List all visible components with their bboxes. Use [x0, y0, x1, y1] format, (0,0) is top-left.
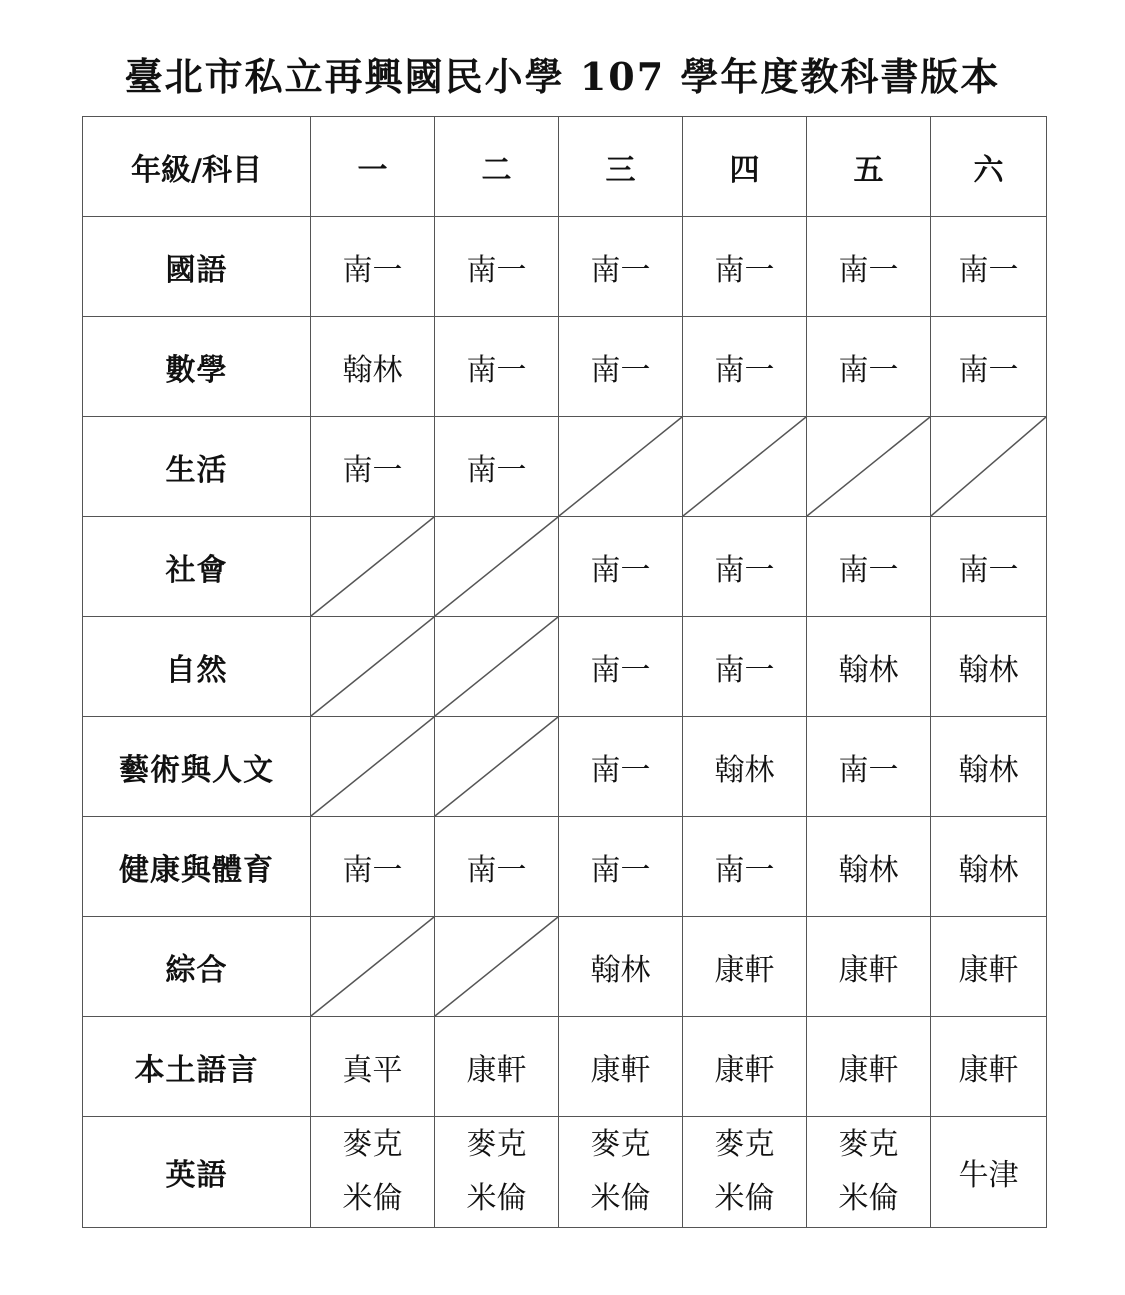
publisher-cell: 康軒: [683, 1017, 807, 1117]
publisher-cell: 南一: [807, 317, 931, 417]
publisher-cell: 翰林: [807, 817, 931, 917]
subject-cell: 社會: [83, 517, 311, 617]
not-applicable-cell: [311, 617, 435, 717]
diagonal-slash: [311, 917, 434, 1016]
publisher-line: 米倫: [590, 1181, 651, 1216]
publisher-cell: 南一: [559, 517, 683, 617]
subject-cell: 自然: [83, 617, 311, 717]
publisher-cell: 南一: [311, 417, 435, 517]
publisher-line: 麥克: [342, 1127, 403, 1162]
grade-header: 三: [559, 117, 683, 217]
publisher-line: 麥克: [714, 1127, 775, 1162]
grade-header: 二: [435, 117, 559, 217]
table-row: [83, 417, 1047, 517]
diagonal-slash: [435, 717, 558, 816]
table-row: [83, 217, 1047, 317]
diagonal-slash: [435, 917, 558, 1016]
grade-header: 四: [683, 117, 807, 217]
publisher-cell: 康軒: [683, 917, 807, 1017]
publisher-line: 米倫: [838, 1181, 899, 1216]
not-applicable-cell: [931, 417, 1047, 517]
publisher-cell: [435, 1117, 559, 1228]
publisher-cell: 南一: [683, 517, 807, 617]
publisher-cell: 南一: [311, 817, 435, 917]
subject-cell: 生活: [83, 417, 311, 517]
publisher-cell: 南一: [559, 617, 683, 717]
publisher-cell: 南一: [559, 817, 683, 917]
publisher-line: 麥克: [590, 1127, 651, 1162]
publisher-cell: 南一: [931, 317, 1047, 417]
publisher-cell: 翰林: [311, 317, 435, 417]
not-applicable-cell: [559, 417, 683, 517]
publisher-line: 米倫: [342, 1181, 403, 1216]
subject-cell: 英語: [83, 1117, 311, 1228]
corner-header: 年級/科目: [83, 117, 311, 217]
diagonal-slash: [559, 417, 682, 516]
publisher-cell: 南一: [931, 517, 1047, 617]
publisher-cell: 南一: [807, 717, 931, 817]
diagonal-slash: [807, 417, 930, 516]
page-title: 臺北市私立再興國民小學 107 學年度教科書版本: [124, 54, 1001, 99]
publisher-cell: 翰林: [931, 617, 1047, 717]
diagonal-slash: [931, 417, 1046, 516]
diagonal-slash: [435, 617, 558, 716]
diagonal-slash: [311, 517, 434, 616]
publisher-cell: 南一: [435, 417, 559, 517]
publisher-cell: 真平: [311, 1017, 435, 1117]
not-applicable-cell: [435, 717, 559, 817]
diagonal-slash: [311, 717, 434, 816]
table-row: [83, 1117, 1047, 1228]
publisher-cell: 翰林: [931, 817, 1047, 917]
publisher-cell: 翰林: [683, 717, 807, 817]
publisher-cell: 南一: [559, 317, 683, 417]
publisher-cell: [311, 1117, 435, 1228]
header-row: [83, 117, 1047, 217]
publisher-cell: 南一: [559, 217, 683, 317]
not-applicable-cell: [311, 517, 435, 617]
publisher-cell: [807, 1117, 931, 1228]
not-applicable-cell: [311, 917, 435, 1017]
publisher-cell: 南一: [807, 217, 931, 317]
publisher-cell: 康軒: [931, 1017, 1047, 1117]
not-applicable-cell: [435, 617, 559, 717]
subject-cell: 綜合: [83, 917, 311, 1017]
grade-header: 一: [311, 117, 435, 217]
table-row: [83, 1017, 1047, 1117]
textbook-table: [82, 116, 1047, 1228]
not-applicable-cell: [435, 517, 559, 617]
publisher-cell: 南一: [931, 217, 1047, 317]
publisher-line: 麥克: [838, 1127, 899, 1162]
subject-cell: 國語: [83, 217, 311, 317]
publisher-cell: 南一: [683, 817, 807, 917]
publisher-cell: 康軒: [435, 1017, 559, 1117]
publisher-cell: 南一: [559, 717, 683, 817]
subject-cell: 藝術與人文: [83, 717, 311, 817]
not-applicable-cell: [311, 717, 435, 817]
publisher-cell: 南一: [311, 217, 435, 317]
publisher-cell: 康軒: [931, 917, 1047, 1017]
table-row: [83, 317, 1047, 417]
diagonal-slash: [311, 617, 434, 716]
publisher-cell: 南一: [435, 217, 559, 317]
table-row: [83, 717, 1047, 817]
not-applicable-cell: [435, 917, 559, 1017]
subject-cell: 健康與體育: [83, 817, 311, 917]
publisher-cell: 翰林: [559, 917, 683, 1017]
table-row: [83, 817, 1047, 917]
publisher-cell: 康軒: [559, 1017, 683, 1117]
not-applicable-cell: [683, 417, 807, 517]
publisher-cell: 翰林: [807, 617, 931, 717]
publisher-line: 米倫: [714, 1181, 775, 1216]
publisher-cell: 南一: [683, 617, 807, 717]
subject-cell: 數學: [83, 317, 311, 417]
grade-header: 五: [807, 117, 931, 217]
publisher-line: 米倫: [466, 1181, 527, 1216]
not-applicable-cell: [807, 417, 931, 517]
publisher-cell: [559, 1117, 683, 1228]
publisher-cell: 南一: [435, 317, 559, 417]
publisher-cell: 南一: [807, 517, 931, 617]
publisher-cell: 南一: [683, 317, 807, 417]
publisher-cell: 翰林: [931, 717, 1047, 817]
grade-header: 六: [931, 117, 1047, 217]
publisher-line: 麥克: [466, 1127, 527, 1162]
publisher-cell: 康軒: [807, 1017, 931, 1117]
subject-cell: 本土語言: [83, 1017, 311, 1117]
diagonal-slash: [683, 417, 806, 516]
publisher-cell: [683, 1117, 807, 1228]
table-row: [83, 517, 1047, 617]
publisher-cell: 牛津: [931, 1117, 1047, 1228]
publisher-cell: 南一: [683, 217, 807, 317]
table-row: [83, 617, 1047, 717]
table-row: [83, 917, 1047, 1017]
publisher-cell: 南一: [435, 817, 559, 917]
diagonal-slash: [435, 517, 558, 616]
publisher-cell: 康軒: [807, 917, 931, 1017]
